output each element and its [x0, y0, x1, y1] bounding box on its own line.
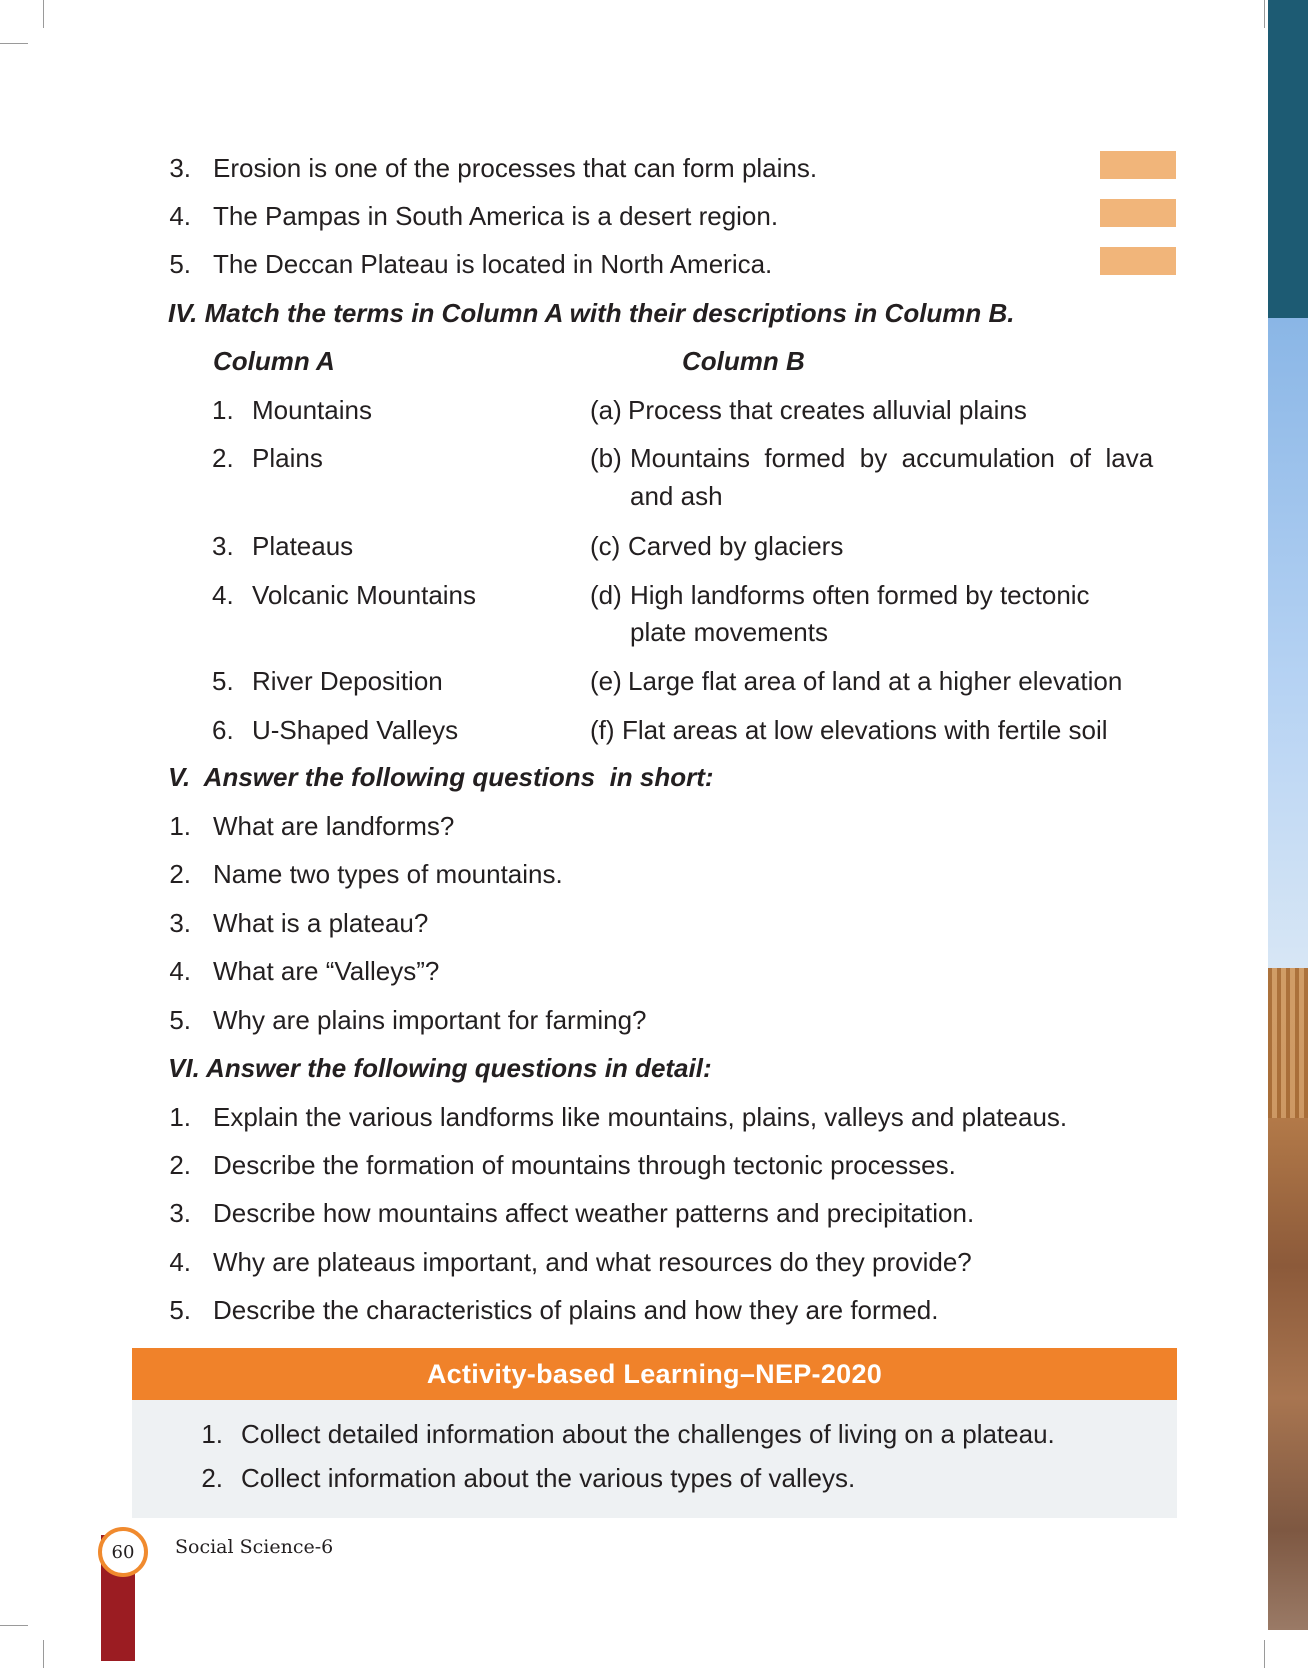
item-number: 3. [169, 153, 191, 183]
book-title: Social Science-6 [175, 1536, 334, 1558]
item-label: (d) [590, 580, 622, 610]
edge-strip-stupa [1268, 968, 1308, 1118]
column-b-item [590, 443, 1154, 474]
edge-strip-sky [1268, 318, 1308, 968]
edge-strip-top-band [1268, 0, 1308, 318]
column-a-item [212, 531, 354, 562]
page-number-badge [98, 1527, 148, 1577]
item-number: 6. [212, 715, 234, 745]
item-text: What are landforms? [213, 811, 455, 841]
item-number: 3. [169, 1198, 191, 1228]
column-b-header: Column B [682, 346, 805, 376]
item-text: The Deccan Plateau is located in North America. [213, 249, 773, 279]
section-heading-match: IV. Match the terms in Column A with their descriptions in Column B. [168, 298, 1015, 328]
item-text: Mountains formed by accumulation of lava [630, 443, 1154, 473]
column-a-item [212, 715, 459, 746]
item-text: Name two types of mountains. [213, 859, 563, 889]
column-a-item [212, 443, 323, 474]
crop-mark [43, 0, 44, 28]
edge-decoration-strip [1268, 0, 1308, 1630]
item-number: 3. [212, 531, 234, 561]
item-number: 2. [212, 443, 234, 473]
item-label: (a) [590, 395, 622, 425]
item-text: What is a plateau? [213, 908, 429, 938]
column-b-item [590, 666, 1123, 697]
item-number: 2. [169, 859, 191, 889]
item-number: 5. [169, 249, 191, 279]
crop-mark [43, 1640, 44, 1668]
answer-box[interactable] [1100, 199, 1176, 227]
item-label: (b) [590, 443, 622, 473]
item-text: Describe how mountains affect weather patterns and precipitation. [213, 1198, 975, 1228]
item-number: 4. [169, 1247, 191, 1277]
column-b-item-continuation: plate movements [630, 617, 828, 647]
item-text: Why are plains important for farming? [213, 1005, 647, 1035]
activity-body [132, 1400, 1177, 1518]
item-text: High landforms often formed by tectonic [630, 580, 1090, 610]
item-text: Plains [252, 443, 323, 473]
item-text: River Deposition [252, 666, 443, 696]
item-number: 1. [201, 1419, 223, 1449]
item-text: Collect information about the various types of valleys. [241, 1463, 856, 1493]
item-number: 1. [169, 1102, 191, 1132]
item-text: Collect detailed information about the challenges of living on a plateau. [241, 1419, 1055, 1449]
crop-mark [1264, 1640, 1265, 1668]
item-number: 5. [169, 1005, 191, 1035]
answer-box[interactable] [1100, 247, 1176, 275]
page-number: 60 [111, 1541, 135, 1563]
item-text: What are “Valleys”? [213, 956, 440, 986]
item-number: 3. [169, 908, 191, 938]
column-a-item [212, 580, 477, 611]
item-number: 2. [201, 1463, 223, 1493]
item-text: Mountains [252, 395, 372, 425]
item-text: Volcanic Mountains [252, 580, 477, 610]
item-number: 5. [169, 1295, 191, 1325]
item-number: 5. [212, 666, 234, 696]
item-text: U-Shaped Valleys [252, 715, 459, 745]
item-text: Process that creates alluvial plains [628, 395, 1027, 425]
column-b-item [590, 531, 844, 562]
item-number: 1. [212, 395, 234, 425]
crop-mark [0, 1625, 28, 1626]
item-text: Carved by glaciers [628, 531, 844, 561]
answer-box[interactable] [1100, 151, 1176, 179]
item-text: Erosion is one of the processes that can form plains. [213, 153, 818, 183]
item-number: 2. [169, 1150, 191, 1180]
item-text: Plateaus [252, 531, 354, 561]
item-text: The Pampas in South America is a desert region. [213, 201, 779, 231]
item-number: 4. [169, 201, 191, 231]
item-text: Describe the formation of mountains through tectonic processes. [213, 1150, 956, 1180]
item-text: Large flat area of land at a higher elevation [628, 666, 1123, 696]
column-b-item [590, 715, 1108, 746]
item-text: Why are plateaus important, and what resources do they provide? [213, 1247, 972, 1277]
item-text: Explain the various landforms like mountains, plains, valleys and plateaus. [213, 1102, 1068, 1132]
column-b-item-continuation: and ash [630, 481, 723, 511]
column-a-item [212, 666, 443, 697]
item-number: 1. [169, 811, 191, 841]
column-a-header: Column A [213, 346, 335, 376]
item-number: 4. [169, 956, 191, 986]
item-label: (f) [590, 715, 615, 745]
column-b-item [590, 395, 1027, 426]
section-heading-detail-answer: VI. Answer the following questions in detail: [168, 1053, 712, 1083]
section-heading-short-answer: V. Answer the following questions in short: [168, 762, 714, 792]
item-label: (c) [590, 531, 621, 561]
activity-header [132, 1348, 1177, 1400]
item-label: (e) [590, 666, 622, 696]
item-text: Flat areas at low elevations with fertile soil [622, 715, 1108, 745]
crop-mark [1264, 0, 1265, 28]
crop-mark [0, 43, 28, 44]
column-a-item [212, 395, 372, 426]
activity-title: Activity-based Learning–NEP-2020 [426, 1358, 883, 1389]
item-number: 4. [212, 580, 234, 610]
column-b-item [590, 580, 1090, 611]
item-text: Describe the characteristics of plains and how they are formed. [213, 1295, 939, 1325]
